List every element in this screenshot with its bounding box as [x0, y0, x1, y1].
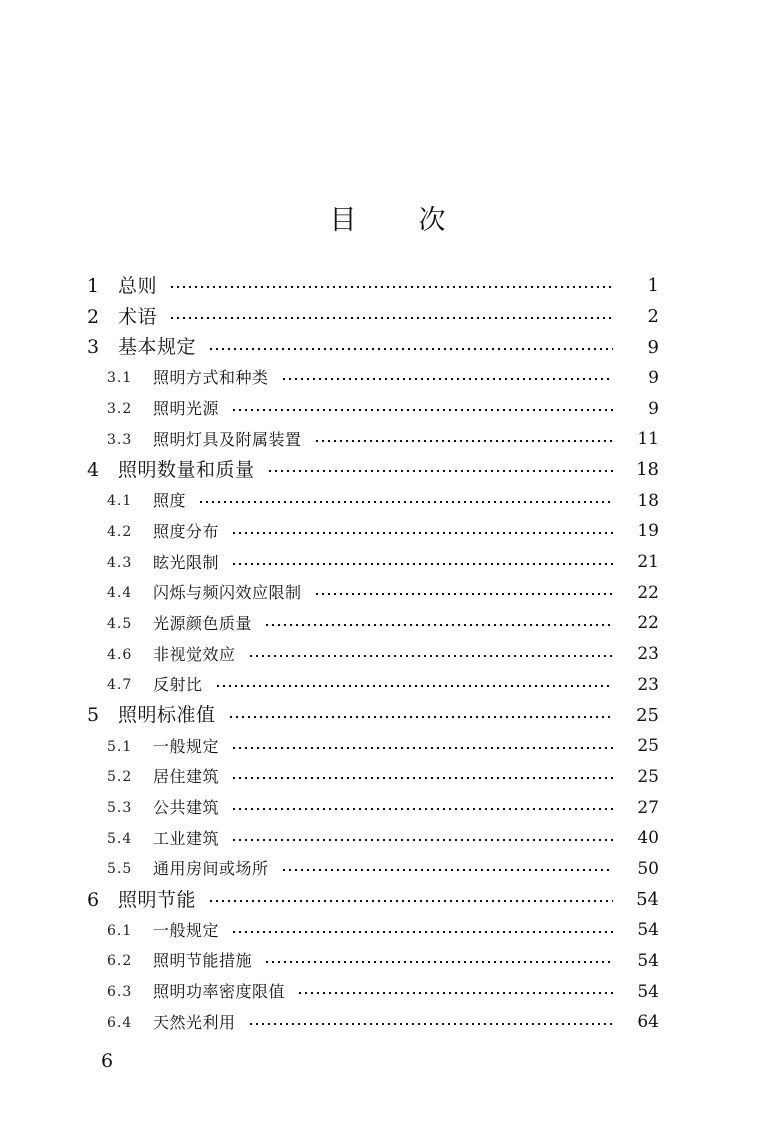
entry-title: 术语	[118, 305, 158, 328]
entry-page-number: 64	[637, 1012, 659, 1033]
entry-number: 3.2	[107, 401, 133, 418]
entry-title: 照明节能	[118, 888, 197, 911]
toc-section-entry	[0, 670, 775, 701]
entry-title: 非视觉效应	[153, 644, 236, 664]
toc-section-entry	[0, 1008, 775, 1039]
entry-page-number: 27	[637, 797, 659, 818]
dot-leader	[267, 470, 613, 472]
dot-leader	[314, 593, 613, 595]
toc-chapter-entry	[0, 332, 775, 363]
entry-page-number: 40	[637, 828, 659, 849]
dot-leader	[231, 409, 613, 411]
entry-number: 5.2	[107, 769, 133, 786]
page-title	[0, 198, 775, 237]
entry-number: 4.7	[107, 677, 133, 694]
entry-page-number: 54	[636, 889, 659, 911]
dot-leader	[169, 286, 613, 288]
entry-title: 照度分布	[153, 521, 220, 541]
dot-leader	[248, 1023, 613, 1025]
entry-title: 照明数量和质量	[118, 458, 255, 481]
entry-number: 6.2	[107, 953, 133, 970]
dot-leader	[231, 931, 613, 933]
toc-section-entry	[0, 823, 775, 854]
dot-leader	[231, 777, 613, 779]
toc-section-entry	[0, 517, 775, 548]
dot-leader	[231, 839, 613, 841]
entry-number: 5.3	[107, 800, 133, 817]
entry-number: 6	[87, 888, 100, 911]
dot-leader	[208, 900, 613, 902]
entry-number: 1	[87, 274, 100, 297]
toc-chapter-entry	[0, 701, 775, 732]
entry-page-number: 21	[637, 552, 659, 573]
entry-title: 照明标准值	[118, 704, 216, 727]
entry-number: 6.3	[107, 984, 133, 1001]
table-of-contents	[0, 271, 775, 1038]
entry-number: 4.3	[107, 554, 133, 571]
entry-page-number: 22	[637, 582, 659, 603]
toc-chapter-entry	[0, 271, 775, 302]
entry-title: 眩光限制	[153, 552, 220, 572]
entry-number: 4	[87, 458, 100, 481]
entry-number: 4.6	[107, 646, 133, 663]
dot-leader	[208, 348, 613, 350]
entry-number: 5.5	[107, 861, 133, 878]
dot-leader	[228, 716, 613, 718]
entry-page-number: 18	[637, 490, 659, 511]
entry-title: 照度	[153, 491, 187, 511]
entry-number: 3	[87, 336, 100, 359]
dot-leader	[231, 808, 613, 810]
entry-page-number: 9	[648, 367, 659, 388]
entry-page-number: 54	[637, 981, 659, 1002]
entry-number: 5.4	[107, 830, 133, 847]
entry-number: 4.5	[107, 615, 133, 632]
entry-page-number: 1	[647, 275, 659, 297]
entry-number: 5	[87, 704, 100, 727]
dot-leader	[215, 685, 613, 687]
toc-section-entry	[0, 424, 775, 455]
entry-title: 照明光源	[153, 399, 220, 419]
dot-leader	[231, 563, 613, 565]
toc-section-entry	[0, 578, 775, 609]
title-char-1: 目	[329, 205, 357, 236]
entry-number: 4.1	[107, 493, 133, 510]
entry-title: 通用房间或场所	[153, 859, 269, 879]
toc-section-entry	[0, 547, 775, 578]
entry-page-number: 19	[637, 521, 659, 542]
entry-page-number: 54	[637, 950, 659, 971]
entry-title: 天然光利用	[153, 1012, 236, 1032]
entry-page-number: 25	[636, 704, 659, 726]
entry-number: 6.4	[107, 1014, 133, 1031]
entry-number: 2	[87, 305, 100, 328]
entry-number: 3.3	[107, 431, 133, 448]
dot-leader	[264, 961, 613, 963]
page-folio: 6	[101, 1050, 114, 1072]
entry-page-number: 25	[637, 766, 659, 787]
toc-section-entry	[0, 639, 775, 670]
toc-chapter-entry	[0, 885, 775, 916]
dot-leader	[231, 532, 613, 534]
entry-title: 居住建筑	[153, 767, 220, 787]
entry-title: 闪烁与频闪效应限制	[153, 583, 302, 603]
dot-leader	[264, 624, 613, 626]
entry-title: 公共建筑	[153, 798, 220, 818]
entry-title: 基本规定	[118, 336, 197, 359]
toc-section-entry	[0, 363, 775, 394]
toc-section-entry	[0, 394, 775, 425]
entry-page-number: 18	[636, 459, 659, 481]
dot-leader	[297, 992, 613, 994]
toc-section-entry	[0, 793, 775, 824]
dot-leader	[198, 501, 613, 503]
dot-leader	[314, 440, 613, 442]
toc-section-entry	[0, 915, 775, 946]
entry-number: 5.1	[107, 738, 133, 755]
dot-leader	[281, 378, 613, 380]
entry-page-number: 9	[647, 336, 659, 358]
dot-leader	[169, 317, 613, 319]
toc-section-entry	[0, 946, 775, 977]
entry-title: 光源颜色质量	[153, 613, 253, 633]
entry-page-number: 50	[637, 858, 659, 879]
dot-leader	[231, 747, 613, 749]
toc-chapter-entry	[0, 455, 775, 486]
entry-number: 3.1	[107, 370, 133, 387]
entry-title: 照明节能措施	[153, 951, 253, 971]
entry-title: 一般规定	[153, 736, 220, 756]
entry-page-number: 2	[647, 306, 659, 328]
entry-page-number: 11	[637, 429, 659, 450]
dot-leader	[281, 869, 613, 871]
entry-page-number: 25	[637, 736, 659, 757]
entry-title: 一般规定	[153, 920, 220, 940]
toc-section-entry	[0, 977, 775, 1008]
entry-title: 照明功率密度限值	[153, 982, 286, 1002]
entry-page-number: 9	[648, 398, 659, 419]
entry-number: 6.1	[107, 922, 133, 939]
entry-page-number: 23	[637, 674, 659, 695]
entry-number: 4.4	[107, 585, 133, 602]
entry-title: 照明灯具及附属装置	[153, 429, 302, 449]
entry-page-number: 54	[637, 920, 659, 941]
toc-section-entry	[0, 762, 775, 793]
dot-leader	[248, 655, 613, 657]
entry-title: 工业建筑	[153, 828, 220, 848]
entry-title: 反射比	[153, 675, 203, 695]
entry-title: 照明方式和种类	[153, 368, 269, 388]
entry-title: 总则	[118, 274, 158, 297]
toc-section-entry	[0, 854, 775, 885]
entry-number: 4.2	[107, 523, 133, 540]
toc-chapter-entry	[0, 302, 775, 333]
entry-page-number: 23	[637, 644, 659, 665]
title-char-2: 次	[418, 205, 446, 236]
toc-section-entry	[0, 731, 775, 762]
entry-page-number: 22	[637, 613, 659, 634]
toc-section-entry	[0, 486, 775, 517]
toc-section-entry	[0, 609, 775, 640]
